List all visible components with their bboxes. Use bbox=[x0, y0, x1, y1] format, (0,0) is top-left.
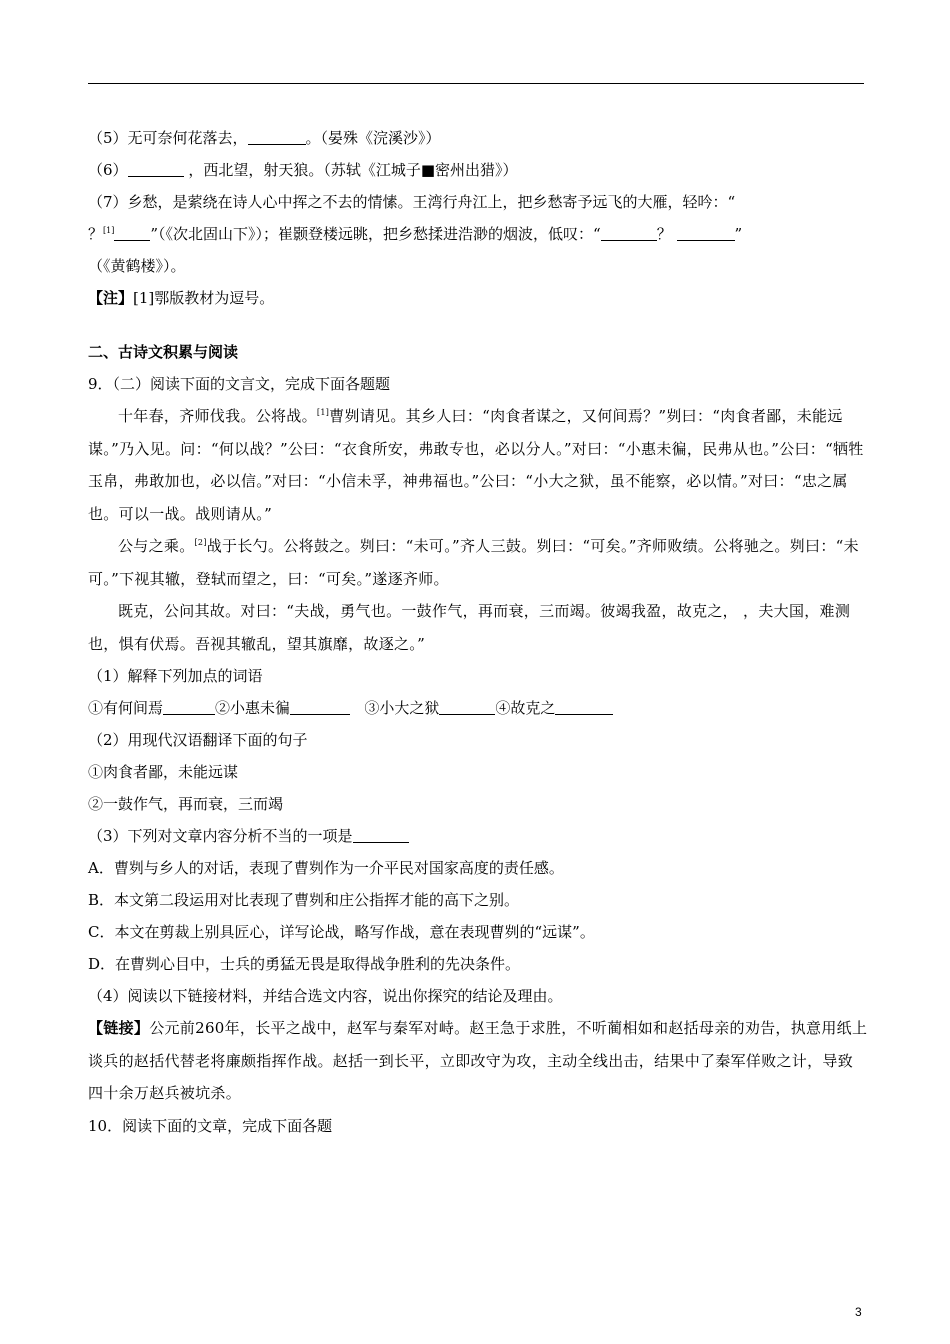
question-7-line-2: ？[1] ”（《次北固山下》）；崔颢登楼远眺，把乡愁揉进浩渺的烟波，低叹：“ ？ ” bbox=[88, 225, 743, 243]
passage-paragraph-1: 十年春，齐师伐我。公将战。[1]曹刿请见。其乡人曰：“肉食者谋之，又何间焉？”刿曰：“肉食者鄙，未能远谋。”乃入见。问：“何以战？”公曰：“衣食所安，弗敢专也，必以分人。”对曰：“小惠未徧，民弗从也。”公曰：“牺牲玉帛，弗敢加也，必以信。”对曰：“小信未孚，神弗福也。”公曰：“小大之狱，虽不能察，必以情。”对曰：“忠之属也。可以一战。战则请从。” bbox=[88, 407, 864, 523]
sub-question-4: （4）阅读以下链接材料，并结合选文内容，说出你探究的结论及理由。 bbox=[88, 987, 563, 1005]
answer-blank[interactable] bbox=[555, 699, 613, 715]
footnote-ref: [1] bbox=[316, 408, 330, 417]
note: 【注】[1]鄂版教材为逗号。 bbox=[88, 289, 275, 307]
header-rule bbox=[88, 83, 864, 84]
sub-question-2-item-2: ②一鼓作气，再而衰，三而竭 bbox=[88, 795, 284, 813]
answer-blank[interactable] bbox=[128, 161, 184, 177]
sub-question-2: （2）用现代汉语翻译下面的句子 bbox=[88, 731, 308, 749]
footnote-ref: [2] bbox=[194, 538, 207, 547]
answer-blank[interactable] bbox=[677, 225, 735, 241]
answer-blank[interactable] bbox=[601, 225, 657, 241]
link-material: 【链接】公元前260年，长平之战中，赵军与秦军对峙。赵王急于求胜，不听蔺相如和赵括母亲的劝告，执意用纸上谈兵的赵括代替老将廉颇指挥作战。赵括一到长平，立即改守为攻，主动全线出击，结果中了秦军佯败之计，导致四十余万赵兵被坑杀。 bbox=[88, 1019, 868, 1102]
question-5: （5）无可奈何花落去， 。（晏殊《浣溪沙》） bbox=[88, 129, 441, 147]
passage-paragraph-2: 公与之乘。[2]战于长勺。公将鼓之。刿曰：“未可。”齐人三鼓。刿曰：“可矣。”齐师败绩。公将驰之。刿曰：“未可。”下视其辙，登轼而望之，曰：“可矣。”遂逐齐师。 bbox=[88, 537, 859, 588]
option-b: B．本文第二段运用对比表现了曹刿和庄公指挥才能的高下之别。 bbox=[88, 891, 520, 909]
sub-question-3: （3）下列对文章内容分析不当的一项是 bbox=[88, 820, 868, 852]
question-10-title: 10．阅读下面的文章，完成下面各题 bbox=[88, 1116, 333, 1135]
footnote-ref: [1] bbox=[103, 226, 115, 235]
question-9-title: 9．（二）阅读下面的文言文，完成下面各题题 bbox=[88, 375, 391, 393]
question-7-line-1: （7）乡愁，是萦绕在诗人心中挥之不去的情愫。王湾行舟江上，把乡愁寄予远飞的大雁，轻吟：“ bbox=[88, 193, 736, 211]
answer-blank[interactable] bbox=[290, 699, 350, 715]
sub-question-2-item-1: ①肉食者鄙，未能远谋 bbox=[88, 763, 239, 781]
answer-blank[interactable] bbox=[439, 699, 495, 715]
question-7-line-3: （《黄鹤楼》）。 bbox=[88, 257, 186, 275]
sub-question-1-items: ①有何间焉 ②小惠未徧 ③小大之狱 ④故克之 bbox=[88, 692, 868, 724]
question-6: （6） ，西北望，射天狼。（苏轼《江城子■密州出猎》） bbox=[88, 161, 518, 179]
sub-question-1: （1）解释下列加点的词语 bbox=[88, 667, 263, 685]
option-c: C．本文在剪裁上别具匠心，详写论战，略写作战，意在表现曹刿的“远谋”。 bbox=[88, 923, 595, 941]
page-number: 3 bbox=[855, 1305, 862, 1319]
section-title: 二、古诗文积累与阅读 bbox=[88, 343, 239, 361]
option-a: A．曹刿与乡人的对话，表现了曹刿作为一介平民对国家高度的责任感。 bbox=[88, 859, 564, 877]
answer-blank[interactable] bbox=[114, 225, 150, 241]
option-d: D．在曹刿心目中，士兵的勇猛无畏是取得战争胜利的先决条件。 bbox=[88, 955, 521, 973]
passage-paragraph-3: 既克，公问其故。对曰：“夫战，勇气也。一鼓作气，再而衰，三而竭。彼竭我盈，故克之， ，夫大国，难测也，惧有伏焉。吾视其辙乱，望其旗靡，故逐之。” bbox=[88, 602, 851, 653]
answer-blank[interactable] bbox=[353, 827, 409, 843]
document-body bbox=[88, 122, 868, 1142]
answer-blank[interactable] bbox=[163, 699, 215, 715]
answer-blank[interactable] bbox=[248, 129, 306, 145]
